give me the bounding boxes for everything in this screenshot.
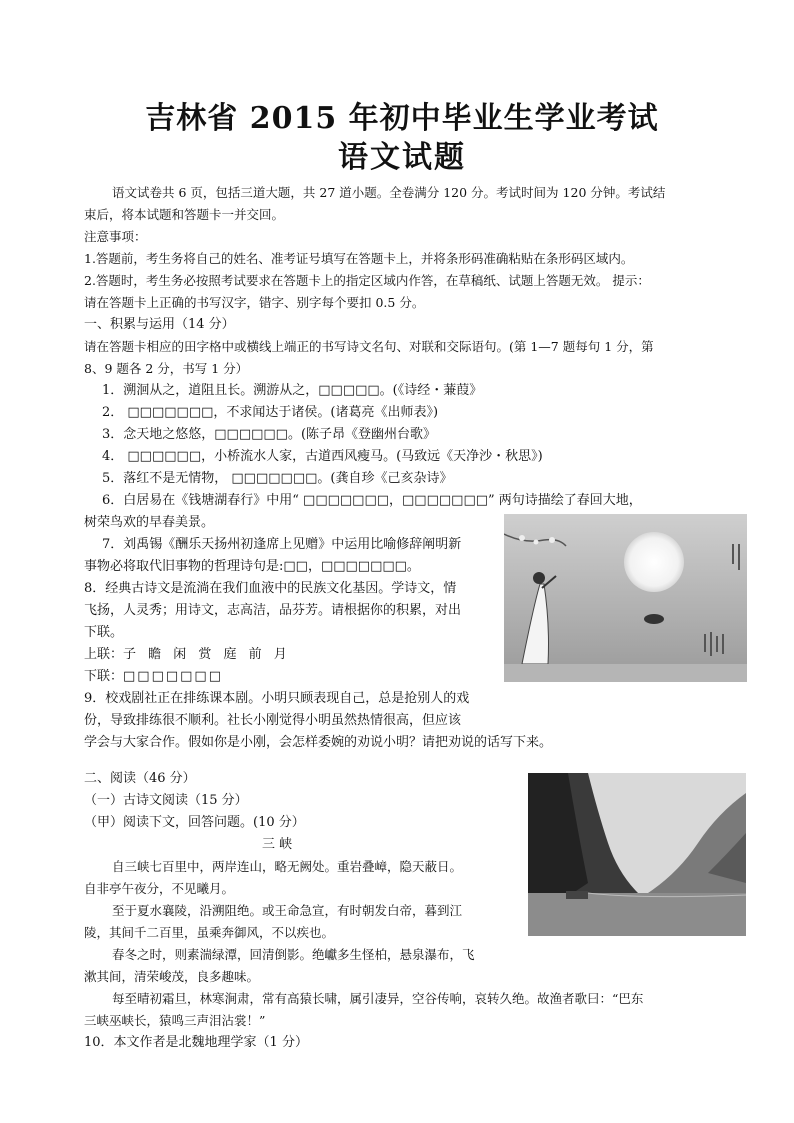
section-heading: 一、积累与运用（14 分） (84, 317, 235, 332)
intro-line: 语文试卷共 6 页，包括三道大题，共 27 道小题。全卷满分 120 分。考试时间为 120 分钟。考试结 (112, 185, 666, 200)
question-7: 7．刘禹锡《酬乐天扬州初逢席上见赠》中运用比喻修辞阐明新 (102, 537, 462, 552)
passage-line: 春冬之时，则素湍绿潭，回清倒影。绝巘多生怪柏，悬泉瀑布，飞 (112, 947, 475, 962)
passage-line: 自三峡七百里中，两岸连山，略无阙处。重岩叠嶂，隐天蔽日。 (112, 859, 463, 874)
question-9: 9．校戏剧社正在排练课本剧。小明只顾表现自己，总是抢别人的戏 (84, 691, 470, 706)
three-gorges-photo (528, 773, 746, 936)
question-5: 5．落红不是无情物， □□□□□□□。(龚自珍《己亥杂诗》 (102, 471, 453, 486)
passage-line: 自非亭午夜分，不见曦月。 (84, 881, 235, 896)
couplet-upper-text: 子 瞻 闲 赏 庭 前 月 (123, 647, 291, 662)
notice-item: 请在答题卡上正确的书写汉字，错字、别字每个要扣 0.5 分。 (84, 295, 425, 310)
passage-line: 至于夏水襄陵，沿溯阻绝。或王命急宣，有时朝发白帝，暮到江 (112, 903, 463, 918)
passage-line: 三峡巫峡长，猿鸣三声泪沾裳！” (84, 1013, 266, 1028)
section-heading: 二、阅读（46 分） (84, 771, 196, 786)
question-8: 8．经典古诗文是流淌在我们血液中的民族文化基因。学诗文，情 (84, 581, 457, 596)
question-2: 2． □□□□□□□，不求闻达于诸侯。(诸葛亮《出师表》) (102, 405, 439, 420)
section-instruction: 8、9 题各 2 分，书写 1 分） (84, 361, 249, 376)
passage-line: 漱其间，清荣峻茂，良多趣味。 (84, 969, 260, 984)
exam-subtitle: 语文试题 (338, 140, 466, 175)
question-9-cont: 份，导致排练很不顺利。社长小刚觉得小明虽然热情很高，但应该 (84, 713, 462, 728)
couplet-lower-label: 下联： (84, 669, 124, 684)
poet-moon-painting (504, 514, 747, 682)
passage-title: 三 峡 (262, 837, 293, 852)
question-9-cont: 学会与大家合作。假如你是小刚，会怎样委婉的劝说小明？请把劝说的话写下来。 (84, 735, 553, 750)
notice-label: 注意事项： (84, 229, 147, 244)
question-10: 10．本文作者是北魏地理学家（1 分） (84, 1035, 308, 1050)
question-3: 3．念天地之悠悠，□□□□□□。(陈子昂《登幽州台歌》 (102, 427, 437, 442)
question-4: 4． □□□□□□，小桥流水人家，古道西风瘦马。(马致远《天净沙・秋思》) (102, 449, 543, 464)
question-1: 1．溯洄从之，道阻且长。溯游从之，□□□□□。(《诗经・蒹葭》 (102, 383, 483, 398)
intro-line: 束后，将本试题和答题卡一并交回。 (84, 207, 285, 222)
passage-line: 陵，其间千二百里，虽乘奔御风，不以疾也。 (84, 925, 335, 940)
couplet-upper-label: 上联： (84, 647, 124, 662)
question-6-cont: 树荣鸟欢的早春美景。 (84, 515, 215, 530)
question-8-cont: 下联。 (84, 625, 124, 640)
exam-title: 吉林省 2015 年初中毕业生学业考试 (145, 101, 659, 136)
section-instruction: 请在答题卡相应的田字格中或横线上端正的书写诗文名句、对联和交际语句。(第 1—7 题每句 1 分，第 (84, 339, 654, 354)
subsection-heading: （甲）阅读下文，回答问题。(10 分） (84, 815, 305, 830)
question-7-cont: 事物必将取代旧事物的哲理诗句是:□□，□□□□□□□。 (84, 559, 420, 574)
notice-item: 1.答题前，考生务将自己的姓名、准考证号填写在答题卡上，并将条形码准确粘贴在条形码区域内。 (84, 251, 634, 266)
question-6: 6．白居易在《钱塘湖春行》中用“ □□□□□□□，□□□□□□□” 两句诗描绘了春回大地， (102, 493, 642, 508)
question-8-cont: 飞扬，人灵秀；用诗文，志高洁，品芬芳。请根据你的积累，对出 (84, 603, 462, 618)
passage-line: 每至晴初霜旦，林寒涧肃，常有高猿长啸，属引凄异，空谷传响，哀转久绝。故渔者歌曰：“巴东 (112, 991, 644, 1006)
subsection-heading: （一）古诗文阅读（15 分） (84, 793, 248, 808)
couplet-lower-blank: □□□□□□□ (123, 669, 223, 684)
notice-item: 2.答题时，考生务必按照考试要求在答题卡上的指定区域内作答，在草稿纸、试题上答题无效。 提示： (84, 273, 650, 288)
